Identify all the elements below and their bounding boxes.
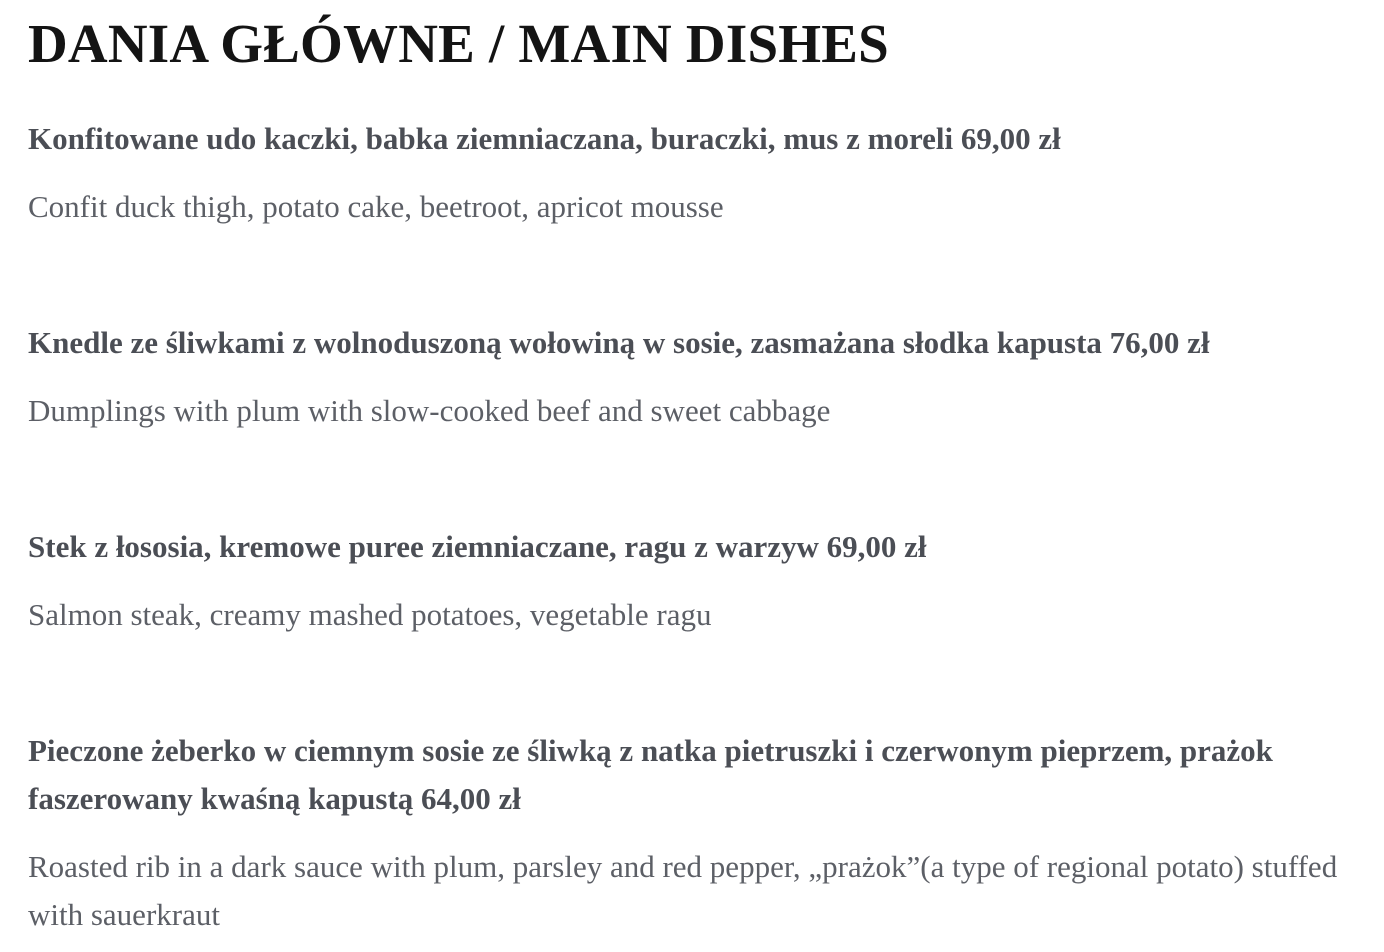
menu-item bbox=[28, 727, 1368, 939]
menu-item bbox=[28, 523, 1368, 639]
menu-item bbox=[28, 319, 1368, 435]
dish-name-en: Confit duck thigh, potato cake, beetroot, apricot mousse bbox=[28, 189, 724, 224]
dish-name-pl: Stek z łososia, kremowe puree ziemniaczane, ragu z warzyw 69,00 zł bbox=[28, 529, 927, 564]
dish-name-pl: Konfitowane udo kaczki, babka ziemniaczana, buraczki, mus z moreli 69,00 zł bbox=[28, 121, 1061, 156]
menu-page bbox=[28, 12, 1368, 932]
menu-item bbox=[28, 115, 1368, 231]
dish-name-en: Salmon steak, creamy mashed potatoes, vegetable ragu bbox=[28, 597, 712, 632]
dish-name-pl: Pieczone żeberko w ciemnym sosie ze śliwką z natka pietruszki i czerwonym pieprzem, prażok faszerowany kwaśną kapustą 64,00 zł bbox=[28, 733, 1273, 816]
section-title: DANIA GŁÓWNE / MAIN DISHES bbox=[28, 13, 889, 74]
dish-name-pl: Knedle ze śliwkami z wolnoduszoną wołowiną w sosie, zasmażana słodka kapusta 76,00 zł bbox=[28, 325, 1210, 360]
dish-name-en: Dumplings with plum with slow-cooked beef and sweet cabbage bbox=[28, 393, 831, 428]
dish-name-en: Roasted rib in a dark sauce with plum, parsley and red pepper, „prażok”(a type of regional potato) stuffed with sauerkraut bbox=[28, 849, 1338, 932]
